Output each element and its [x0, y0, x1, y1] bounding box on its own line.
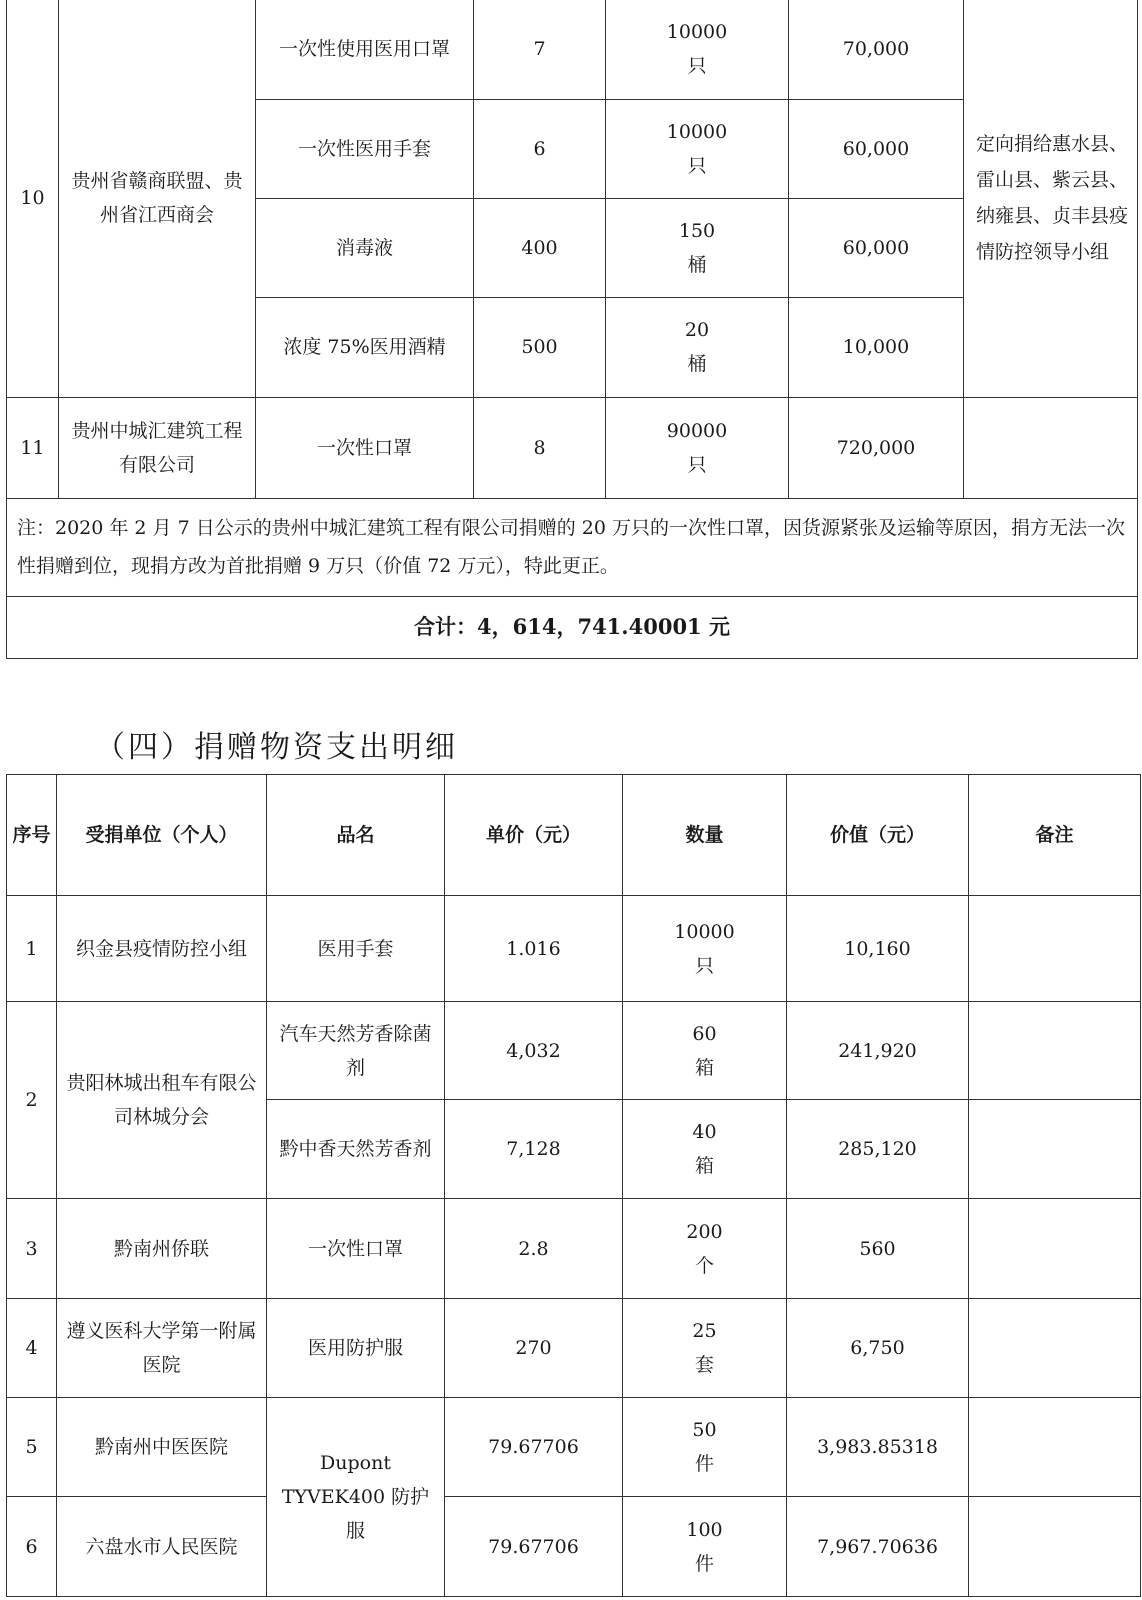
remark: [964, 397, 1138, 498]
remark: [969, 1100, 1141, 1199]
unit-price: 6: [474, 99, 606, 198]
table-row: [7, 1002, 1141, 1100]
quantity: 200 个: [623, 1199, 787, 1299]
quantity: 10000 只: [623, 896, 787, 1002]
item-name: 一次性使用医用口罩: [256, 0, 474, 99]
remark: [969, 896, 1141, 1002]
donation-expense-table: [6, 774, 1141, 1597]
table-row: [7, 1398, 1141, 1497]
item-name: 医用防护服: [267, 1299, 445, 1398]
table-row: [7, 1497, 1141, 1597]
header-value: 价值（元）: [787, 775, 969, 896]
unit-price: 7: [474, 0, 606, 99]
value: 3,983.85318: [787, 1398, 969, 1497]
recipient-unit: 黔南州侨联: [57, 1199, 267, 1299]
item-name: 一次性口罩: [267, 1199, 445, 1299]
row-number: 10: [7, 0, 59, 397]
header-row: [7, 775, 1141, 896]
recipient-unit: 织金县疫情防控小组: [57, 896, 267, 1002]
header-recipient: 受捐单位（个人）: [57, 775, 267, 896]
unit-price: 2.8: [445, 1199, 623, 1299]
unit-price: 1.016: [445, 896, 623, 1002]
quantity: 20 桶: [606, 297, 789, 397]
donation-income-table: [6, 0, 1138, 659]
remark: [969, 1299, 1141, 1398]
table-row: [7, 0, 1138, 99]
value: 6,750: [787, 1299, 969, 1398]
quantity: 25 套: [623, 1299, 787, 1398]
header-unit-price: 单价（元）: [445, 775, 623, 896]
recipient-unit: 遵义医科大学第一附属医院: [57, 1299, 267, 1398]
item-name: 汽车天然芳香除菌剂: [267, 1002, 445, 1100]
value: 241,920: [787, 1002, 969, 1100]
note-row: [7, 498, 1138, 596]
item-name: 浓度 75%医用酒精: [256, 297, 474, 397]
item-name: 一次性医用手套: [256, 99, 474, 198]
item-name: 一次性口罩: [256, 397, 474, 498]
donor-unit: 贵州省赣商联盟、贵州省江西商会: [59, 0, 256, 397]
section-heading: （四）捐赠物资支出明细: [95, 730, 458, 765]
value: 60,000: [789, 99, 964, 198]
row-number: 5: [7, 1398, 57, 1497]
unit-price: 500: [474, 297, 606, 397]
value: 60,000: [789, 198, 964, 297]
quantity: 40 箱: [623, 1100, 787, 1199]
unit-price: 4,032: [445, 1002, 623, 1100]
recipient-unit: 六盘水市人民医院: [57, 1497, 267, 1597]
value: 10,000: [789, 297, 964, 397]
quantity: 100 件: [623, 1497, 787, 1597]
row-number: 3: [7, 1199, 57, 1299]
header-item-name: 品名: [267, 775, 445, 896]
remark: [969, 1497, 1141, 1597]
grand-total: 合计：4，614，741.40001 元: [7, 596, 1138, 658]
item-name: 黔中香天然芳香剂: [267, 1100, 445, 1199]
table-row: [7, 1199, 1141, 1299]
row-number: 2: [7, 1002, 57, 1199]
quantity: 90000 只: [606, 397, 789, 498]
unit-price: 7,128: [445, 1100, 623, 1199]
value: 285,120: [787, 1100, 969, 1199]
table-row: [7, 896, 1141, 1002]
unit-price: 79.67706: [445, 1497, 623, 1597]
recipient-unit: 贵阳林城出租车有限公司林城分会: [57, 1002, 267, 1199]
donor-unit: 贵州中城汇建筑工程有限公司: [59, 397, 256, 498]
quantity: 10000 只: [606, 0, 789, 99]
item-name: 医用手套: [267, 896, 445, 1002]
row-number: 11: [7, 397, 59, 498]
unit-price: 270: [445, 1299, 623, 1398]
table-row: [7, 397, 1138, 498]
value: 70,000: [789, 0, 964, 99]
quantity: 50 件: [623, 1398, 787, 1497]
remark: [969, 1398, 1141, 1497]
value: 7,967.70636: [787, 1497, 969, 1597]
quantity: 150 桶: [606, 198, 789, 297]
correction-note: 注：2020 年 2 月 7 日公示的贵州中城汇建筑工程有限公司捐赠的 20 万只的一次性口罩，因货源紧张及运输等原因，捐方无法一次性捐赠到位，现捐方改为首批捐赠 9 万只（价值 72 万元），特此更正。: [7, 498, 1138, 596]
unit-price: 8: [474, 397, 606, 498]
row-number: 1: [7, 896, 57, 1002]
recipient-unit: 黔南州中医医院: [57, 1398, 267, 1497]
row-number: 6: [7, 1497, 57, 1597]
remark: [969, 1199, 1141, 1299]
quantity: 60 箱: [623, 1002, 787, 1100]
value: 560: [787, 1199, 969, 1299]
header-remark: 备注: [969, 775, 1141, 896]
header-quantity: 数量: [623, 775, 787, 896]
unit-price: 400: [474, 198, 606, 297]
remark: [969, 1002, 1141, 1100]
row-number: 4: [7, 1299, 57, 1398]
value: 720,000: [789, 397, 964, 498]
table-row: [7, 1299, 1141, 1398]
item-name: Dupont TYVEK400 防护服: [267, 1398, 445, 1597]
header-number: 序号: [7, 775, 57, 896]
value: 10,160: [787, 896, 969, 1002]
quantity: 10000 只: [606, 99, 789, 198]
unit-price: 79.67706: [445, 1398, 623, 1497]
item-name: 消毒液: [256, 198, 474, 297]
remark: 定向捐给惠水县、雷山县、紫云县、纳雍县、贞丰县疫情防控领导小组: [964, 0, 1138, 397]
total-row: [7, 596, 1138, 658]
